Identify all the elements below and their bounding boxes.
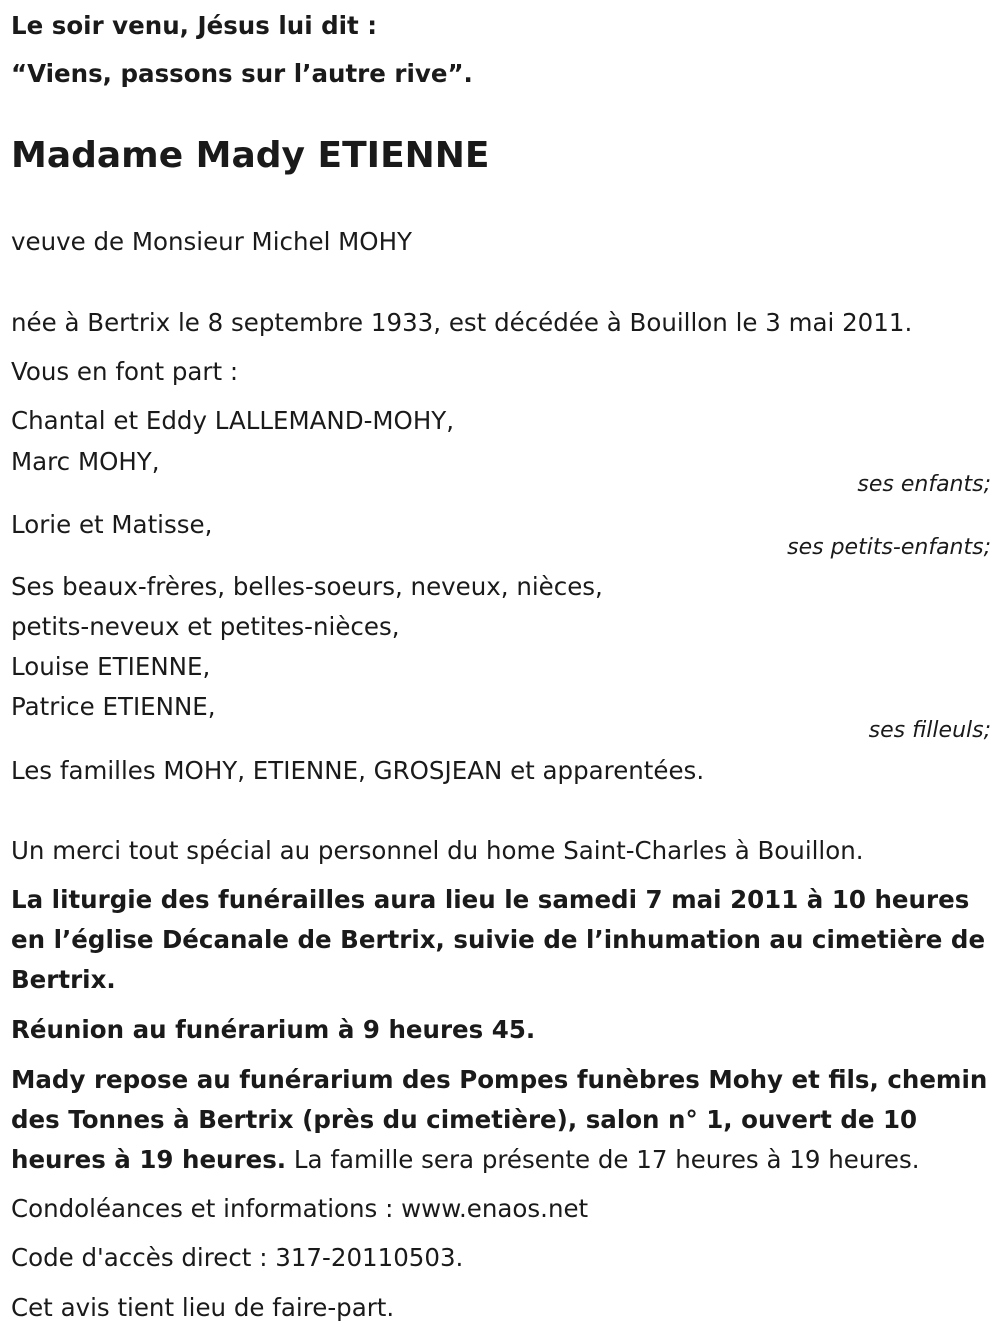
access-code: Code d'accès direct : 317-20110503.: [11, 1243, 464, 1272]
funeral-meeting: Réunion au funérarium à 9 heures 45.: [11, 1015, 536, 1044]
child-1: Chantal et Eddy LALLEMAND-MOHY,: [11, 406, 455, 435]
families: Les familles MOHY, ETIENNE, GROSJEAN et apparentées.: [11, 756, 705, 785]
viewing-info: [11, 1060, 991, 1180]
condolences: Condoléances et informations : www.enaos.net: [11, 1194, 589, 1223]
relatives-line-1: Ses beaux-frères, belles-soeurs, neveux, nièces,: [11, 572, 603, 601]
relatives-line-3: Louise ETIENNE,: [11, 652, 211, 681]
announcement-intro: Vous en font part :: [11, 357, 239, 386]
children-role: ses enfants;: [857, 472, 991, 497]
notice: Cet avis tient lieu de faire-part.: [11, 1293, 395, 1322]
deceased-name: Madame Mady ETIENNE: [11, 135, 490, 176]
grandchildren: Lorie et Matisse,: [11, 510, 213, 539]
funeral-liturgy: La liturgie des funérailles aura lieu le samedi 7 mai 2011 à 10 heures en l’église Décanale de Bertrix, suivie de l’inhumation au cimetière de Bertrix.: [11, 885, 986, 994]
verse-line-1: Le soir venu, Jésus lui dit :: [11, 11, 378, 40]
child-2: Marc MOHY,: [11, 447, 160, 476]
relatives-line-4: Patrice ETIENNE,: [11, 692, 216, 721]
birth-death: née à Bertrix le 8 septembre 1933, est décédée à Bouillon le 3 mai 2011.: [11, 308, 913, 337]
relatives-line-2: petits-neveux et petites-nièces,: [11, 612, 400, 641]
widow-of: veuve de Monsieur Michel MOHY: [11, 227, 412, 256]
grandchildren-role: ses petits-enfants;: [787, 535, 991, 560]
godchildren-role: ses filleuls;: [868, 718, 991, 743]
verse-line-2: “Viens, passons sur l’autre rive”.: [11, 59, 473, 88]
thanks: Un merci tout spécial au personnel du home Saint-Charles à Bouillon.: [11, 836, 864, 865]
viewing-normal: La famille sera présente de 17 heures à 19 heures.: [286, 1145, 920, 1174]
viewing-bold: Mady repose au funérarium des Pompes funèbres Mohy et fils, chemin des Tonnes à Bertrix (près du cimetière), salon n° 1, ouvert de 10 heures à 19 heures.: [11, 1065, 988, 1174]
